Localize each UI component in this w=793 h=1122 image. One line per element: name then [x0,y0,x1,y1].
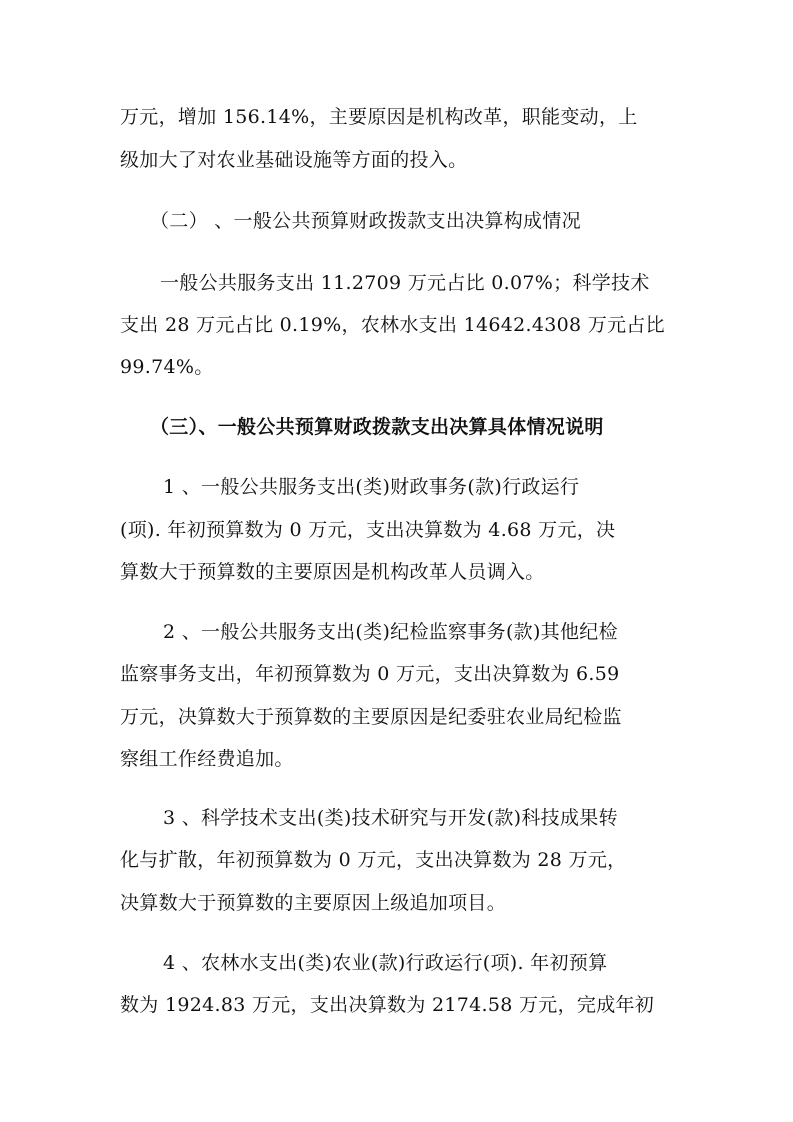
paragraph-line: 决算数大于预算数的主要原因上级追加项目。 [120,892,507,914]
paragraph-line: 4 、农林水支出(类)农业(款)行政运行(项). 年初预算 [163,952,608,974]
paragraph-line: 化与扩散，年初预算数为 0 万元，支出决算数为 28 万元， [120,849,627,871]
paragraph-line: 1 、一般公共服务支出(类)财政事务(款)行政运行 [163,476,580,498]
section-heading-3: （三）、一般公共预算财政拨款支出决算具体情况说明 [150,416,604,438]
paragraph-line: 算数大于预算数的主要原因是机构改革人员调入。 [120,561,545,583]
paragraph-line: 一般公共服务支出 11.2709 万元占比 0.07%；科学技术 [160,272,650,294]
section-heading-2: （二） 、一般公共预算财政拨款支出决算构成情况 [150,210,581,232]
paragraph-line: 2 、一般公共服务支出(类)纪检监察事务(款)其他纪检 [163,621,618,643]
paragraph-line: 3 、科学技术支出(类)技术研究与开发(款)科技成果转 [163,807,618,829]
paragraph-line: 99.74%。 [120,356,214,378]
paragraph-line: 万元，增加 156.14%，主要原因是机构改革，职能变动，上 [120,106,638,128]
paragraph-line: 察组工作经费追加。 [120,748,294,770]
paragraph-line: 万元，决算数大于预算数的主要原因是纪委驻农业局纪检监 [120,706,622,728]
paragraph-line: 监察事务支出，年初预算数为 0 万元，支出决算数为 6.59 [120,663,620,685]
paragraph-line: (项). 年初预算数为 0 万元，支出决算数为 4.68 万元，决 [120,519,616,541]
paragraph-line: 支出 28 万元占比 0.19%，农林水支出 14642.4308 万元占比 [120,314,665,336]
paragraph-line: 级加大了对农业基础设施等方面的投入。 [120,149,468,171]
paragraph-line: 数为 1924.83 万元，支出决算数为 2174.58 万元，完成年初 [120,994,655,1016]
